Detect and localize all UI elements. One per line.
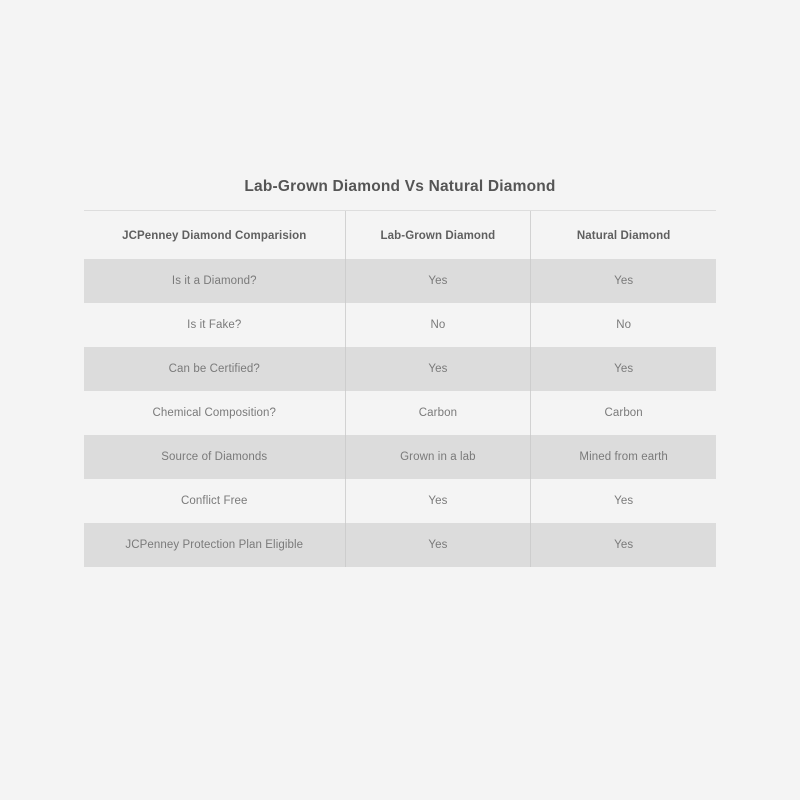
table-row: [84, 435, 716, 479]
table-header-row: [84, 211, 716, 259]
cell-feature: JCPenney Protection Plan Eligible: [84, 523, 345, 567]
table-row: [84, 303, 716, 347]
cell-natural: Yes: [531, 347, 716, 391]
table-body: [84, 259, 716, 567]
table-row: [84, 347, 716, 391]
cell-lab-grown: Carbon: [345, 391, 531, 435]
table-row: [84, 391, 716, 435]
page-title: Lab-Grown Diamond Vs Natural Diamond: [84, 178, 716, 211]
cell-natural: No: [616, 319, 632, 331]
cell-lab-grown: Yes: [345, 259, 531, 303]
cell-feature: Is it a Diamond?: [84, 259, 345, 303]
cell-lab-grown: Yes: [345, 347, 531, 391]
cell-natural: Yes: [531, 259, 716, 303]
cell-natural: Mined from earth: [531, 435, 716, 479]
cell-lab-grown: No: [345, 303, 531, 347]
table-row: [84, 479, 716, 523]
column-header-lab-grown: Lab-Grown Diamond: [345, 211, 531, 259]
table-header: [84, 211, 716, 259]
cell-feature: Can be Certified?: [84, 347, 345, 391]
cell-natural: Yes: [531, 523, 716, 567]
comparison-table: [84, 211, 716, 567]
column-header-natural: Natural Diamond: [576, 230, 671, 242]
cell-lab-grown: Grown in a lab: [345, 435, 531, 479]
cell-lab-grown: Yes: [345, 479, 531, 523]
cell-feature: Is it Fake?: [84, 303, 345, 347]
cell-feature: Source of Diamonds: [84, 435, 345, 479]
cell-natural: Carbon: [604, 407, 643, 419]
comparison-table-block: [84, 178, 716, 567]
cell-natural: Yes: [614, 495, 634, 507]
table-row: [84, 259, 716, 303]
cell-feature: Chemical Composition?: [84, 391, 345, 435]
column-header-feature: JCPenney Diamond Comparision: [84, 211, 345, 259]
cell-feature: Conflict Free: [84, 479, 345, 523]
table-row: [84, 523, 716, 567]
cell-lab-grown: Yes: [345, 523, 531, 567]
